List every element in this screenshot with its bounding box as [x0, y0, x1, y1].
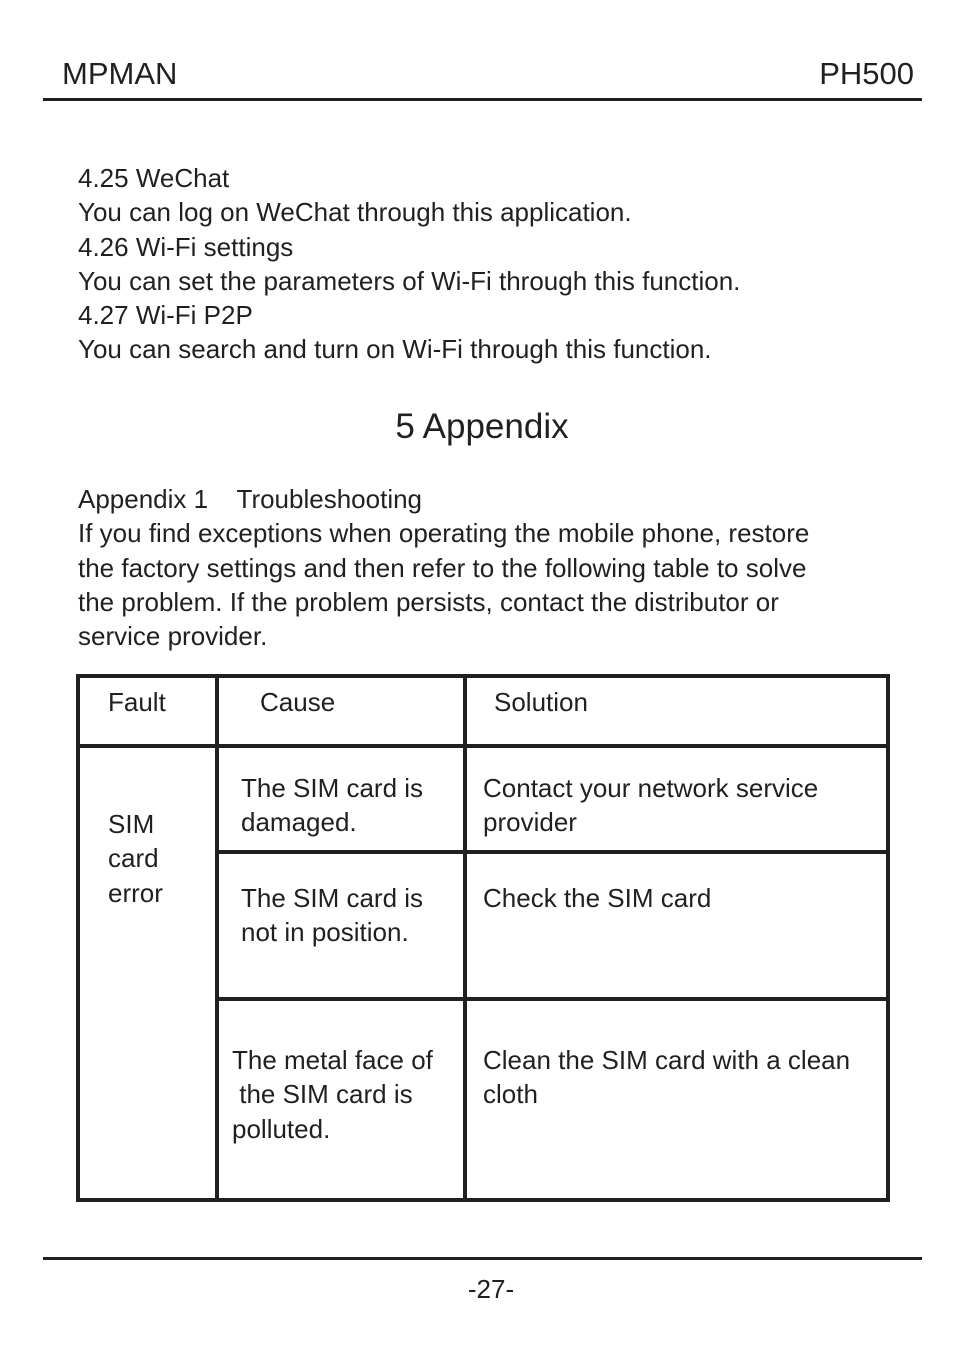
section-text: You can set the parameters of Wi-Fi through this function. — [78, 265, 741, 296]
page-number: -27- — [467, 1274, 515, 1304]
table-solution-cell: Clean the SIM card with a clean cloth — [483, 1045, 851, 1110]
appendix-intro-line: the factory settings and then refer to the following table to solve — [78, 552, 807, 583]
table-border-top — [76, 674, 890, 678]
section-text: You can log on WeChat through this application. — [78, 197, 632, 228]
table-divider-row — [215, 850, 890, 854]
table-divider-header — [76, 744, 890, 748]
table-header-cause: Cause — [260, 687, 336, 717]
appendix-intro-line: the problem. If the problem persists, contact the distributor or — [78, 586, 779, 617]
appendix-intro-line: service provider. — [78, 621, 268, 652]
section-title: 4.25 WeChat — [78, 163, 230, 193]
table-solution-cell: Contact your network service provider — [483, 773, 819, 838]
sections-block — [78, 161, 740, 367]
header-model: PH500 — [819, 56, 914, 91]
table-border-bottom — [76, 1198, 890, 1202]
table-fault-cell: SIM card error — [108, 809, 163, 908]
section-title: 4.26 Wi-Fi settings — [78, 231, 294, 262]
table-divider-vertical — [463, 674, 467, 1202]
header-brand: MPMAN — [62, 56, 178, 91]
appendix-block — [78, 482, 809, 653]
footer-rule — [43, 1257, 922, 1260]
table-solution-cell: Check the SIM card — [483, 883, 712, 913]
table-cause-cell: The metal face of the SIM card is polluted. — [232, 1045, 433, 1144]
table-cause-cell: The SIM card is damaged. — [241, 773, 424, 838]
table-header-solution: Solution — [494, 687, 588, 717]
appendix-intro-line: If you find exceptions when operating the mobile phone, restore — [78, 518, 810, 549]
troubleshooting-table — [76, 674, 890, 1202]
section-text: You can search and turn on Wi-Fi through this function. — [78, 334, 712, 365]
table-header-fault: Fault — [108, 687, 166, 717]
table-border-left — [76, 674, 80, 1202]
chapter-title: 5 Appendix — [395, 407, 569, 446]
table-border-right — [886, 674, 890, 1202]
appendix-heading: Appendix 1 Troubleshooting — [78, 484, 423, 514]
table-divider-vertical — [215, 674, 219, 1202]
header-rule — [43, 98, 922, 101]
section-title: 4.27 Wi-Fi P2P — [78, 300, 253, 331]
table-cause-cell: The SIM card is not in position. — [241, 883, 424, 948]
table-divider-row — [215, 997, 890, 1001]
